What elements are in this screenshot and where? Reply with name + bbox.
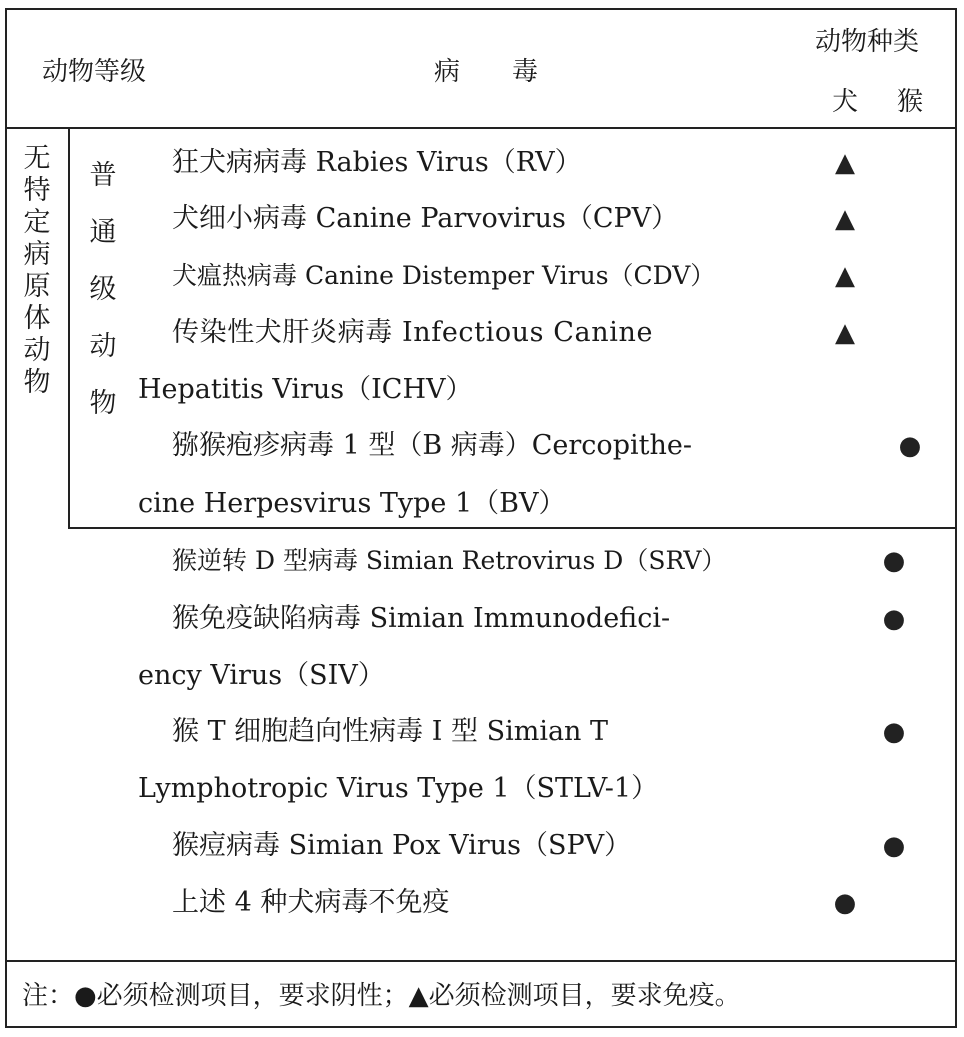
- triangle-icon: ▲: [835, 204, 855, 234]
- row-stlv-line1: 猴 T 细胞趋向性病毒 Ⅰ 型 Simian T: [172, 716, 609, 747]
- row-ichv-line2: Hepatitis Virus（ICHV）: [138, 374, 473, 405]
- row-siv-line1: 猴免疫缺陷病毒 Simian Immunodefici-: [172, 603, 671, 634]
- row-cdv: 犬瘟热病毒 Canine Distemper Virus（CDV）: [172, 261, 716, 290]
- row-dog-no-vaccine: 上述 4 种犬病毒不免疫: [172, 887, 450, 918]
- row-bv-line1: 猕猴疱疹病毒 1 型（B 病毒）Cercopithe-: [172, 430, 692, 461]
- row-spv: 猴痘病毒 Simian Pox Virus（SPV）: [172, 830, 632, 861]
- table-footnote: 注：●必须检测项目，要求阴性；▲必须检测项目，要求免疫。: [22, 981, 741, 1011]
- circle-icon: ●: [882, 717, 906, 747]
- circle-icon: ●: [882, 604, 906, 634]
- header-level: 动物等级: [42, 57, 147, 87]
- circle-icon: ●: [898, 431, 922, 461]
- header-divider: [5, 127, 957, 129]
- header-dog: 犬: [832, 87, 859, 117]
- header-monkey: 猴: [897, 87, 924, 117]
- row-ichv-line1: 传染性犬肝炎病毒 Infectious Canine: [172, 317, 654, 348]
- circle-icon: ●: [882, 831, 906, 861]
- triangle-icon: ▲: [835, 261, 855, 291]
- row-rv: 狂犬病病毒 Rabies Virus（RV）: [172, 147, 582, 178]
- triangle-icon: ▲: [835, 318, 855, 348]
- header-species: 动物种类: [815, 27, 920, 57]
- row-bv-line2: cine Herpesvirus Type 1（BV）: [138, 488, 566, 519]
- row-stlv-line2: Lymphotropic Virus Type 1（STLV-1）: [138, 773, 659, 804]
- circle-icon: ●: [833, 888, 857, 918]
- inner-category-left-border: [68, 127, 70, 529]
- inner-category-bottom-border: [68, 527, 957, 529]
- category-inner-label: 普通级动物: [89, 160, 117, 419]
- circle-icon: ●: [882, 546, 906, 576]
- row-srv: 猴逆转 D 型病毒 Simian Retrovirus D（SRV）: [172, 546, 727, 575]
- category-outer-label: 无特定病原体动物: [23, 143, 51, 398]
- row-siv-line2: ency Virus（SIV）: [138, 660, 385, 691]
- header-virus: 病 毒: [434, 57, 539, 87]
- row-cpv: 犬细小病毒 Canine Parvovirus（CPV）: [172, 203, 679, 234]
- footer-divider: [5, 960, 957, 962]
- triangle-icon: ▲: [835, 148, 855, 178]
